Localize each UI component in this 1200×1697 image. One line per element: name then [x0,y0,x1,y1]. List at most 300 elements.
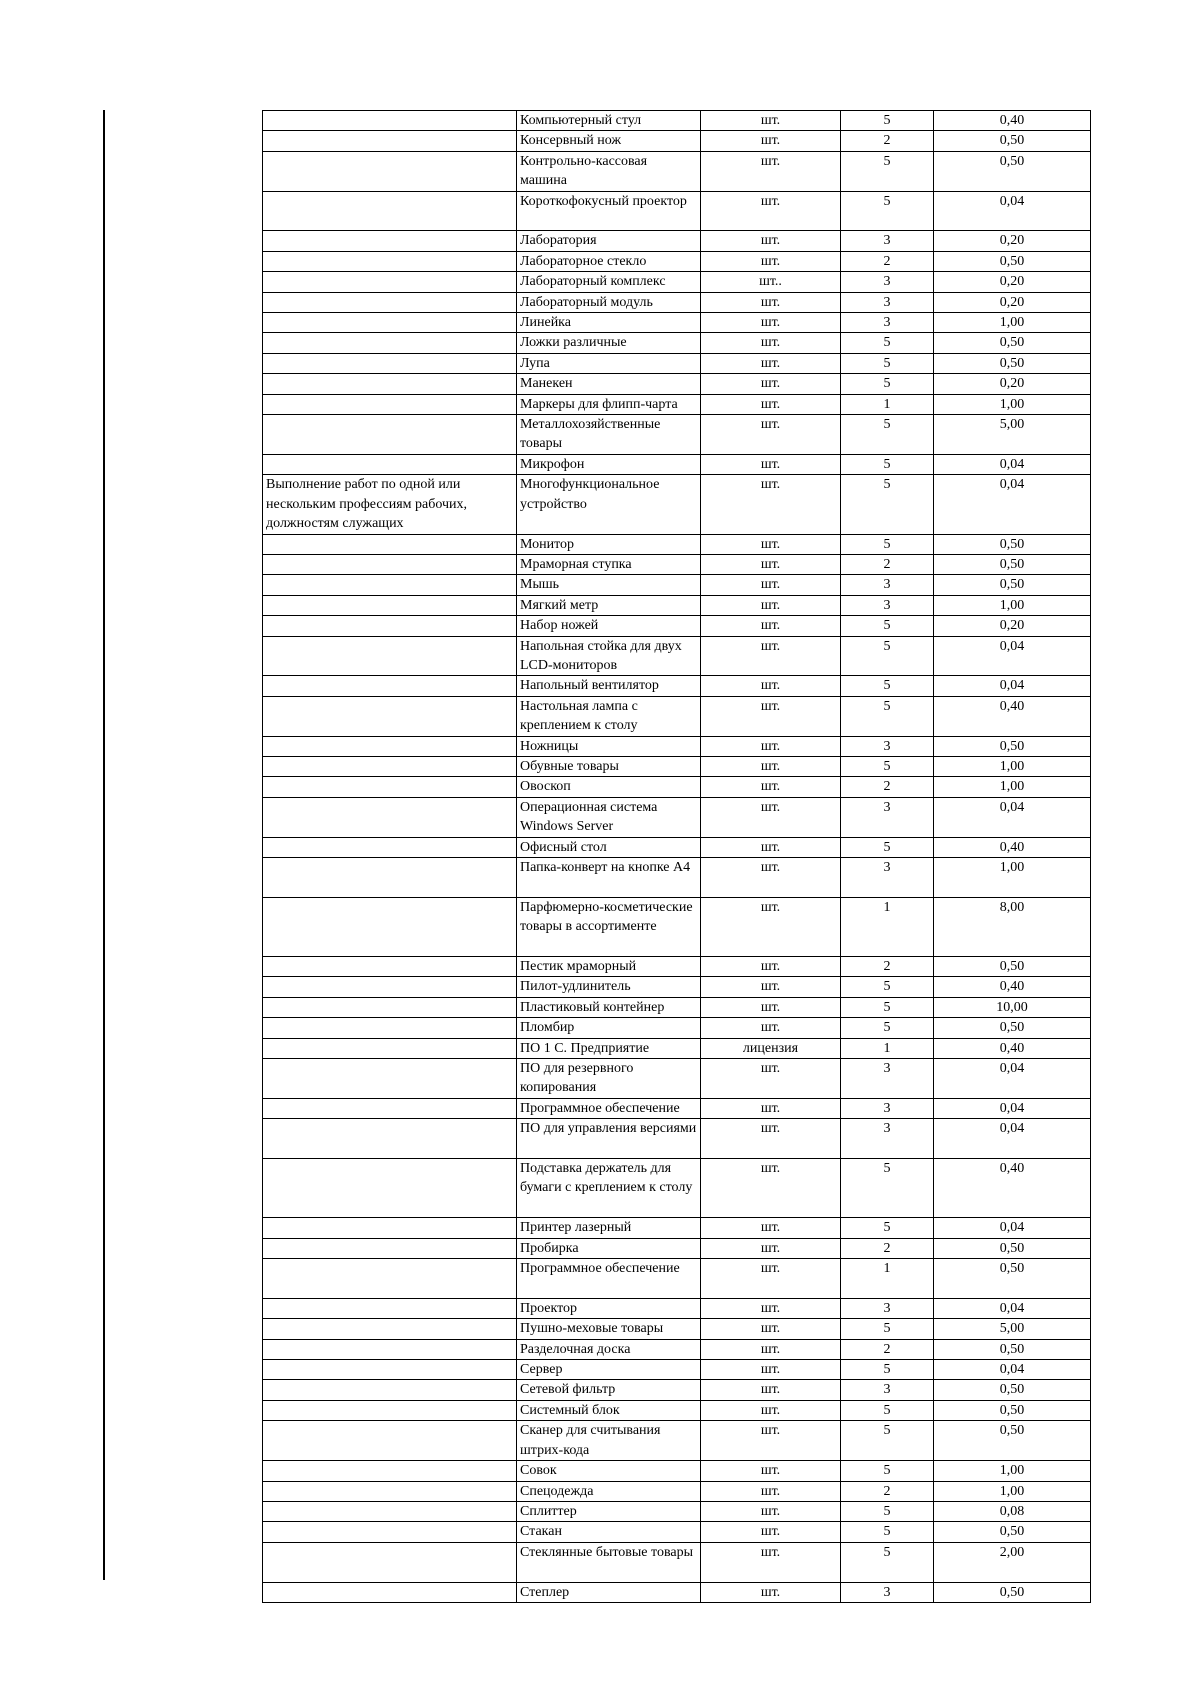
item-name-cell: Металлохозяйственные товары [517,415,701,455]
item-name-cell: Напольная стойка для двух LCD-мониторов [517,636,701,676]
item-name-cell: Спецодежда [517,1481,701,1501]
activity-cell [263,1481,517,1501]
activity-cell [263,1582,517,1602]
item-name-cell: Пробирка [517,1238,701,1258]
unit-cell: шт. [701,1400,841,1420]
item-name-cell: Степлер [517,1582,701,1602]
table-row [263,1059,1091,1099]
norm-cell: 1,00 [934,595,1091,615]
item-name-cell: Пушно-меховые товары [517,1319,701,1339]
norm-cell: 0,20 [934,292,1091,312]
quantity-cell: 5 [841,415,934,455]
activity-cell [263,1059,517,1099]
table-row [263,1582,1091,1602]
table-row [263,858,1091,898]
unit-cell: шт. [701,554,841,574]
quantity-cell: 5 [841,1461,934,1481]
item-name-cell: Сканер для считывания штрих-кода [517,1421,701,1461]
norm-cell: 0,04 [934,1098,1091,1118]
table-row [263,1218,1091,1238]
unit-cell: шт. [701,837,841,857]
table-row [263,1421,1091,1461]
table-row [263,374,1091,394]
unit-cell: лицензия [701,1038,841,1058]
quantity-cell: 2 [841,1481,934,1501]
activity-cell [263,1319,517,1339]
norm-cell: 0,50 [934,131,1091,151]
unit-cell: шт. [701,1339,841,1359]
unit-cell: шт. [701,313,841,333]
norm-cell: 1,00 [934,858,1091,898]
activity-cell [263,696,517,736]
table-row [263,897,1091,956]
item-name-cell: Парфюмерно-косметические товары в ассортименте [517,897,701,956]
quantity-cell: 1 [841,1038,934,1058]
unit-cell: шт. [701,575,841,595]
norm-cell: 0,40 [934,837,1091,857]
quantity-cell: 5 [841,1400,934,1420]
table-row [263,353,1091,373]
quantity-cell: 5 [841,676,934,696]
norm-cell: 0,04 [934,676,1091,696]
norm-cell: 0,50 [934,151,1091,191]
activity-cell [263,251,517,271]
quantity-cell: 2 [841,777,934,797]
activity-cell [263,292,517,312]
table-row [263,1339,1091,1359]
norm-cell: 0,50 [934,957,1091,977]
norm-cell: 0,04 [934,797,1091,837]
item-name-cell: Маркеры для флипп-чарта [517,394,701,414]
norm-cell: 0,50 [934,1400,1091,1420]
norm-cell: 0,04 [934,454,1091,474]
quantity-cell: 3 [841,1059,934,1099]
activity-cell [263,595,517,615]
table-row [263,554,1091,574]
quantity-cell: 3 [841,1380,934,1400]
activity-cell [263,131,517,151]
table-row [263,756,1091,776]
quantity-cell: 2 [841,251,934,271]
norm-cell: 0,50 [934,1018,1091,1038]
item-name-cell: ПО 1 С. Предприятие [517,1038,701,1058]
quantity-cell: 5 [841,696,934,736]
activity-cell [263,1018,517,1038]
norm-cell: 0,50 [934,575,1091,595]
activity-cell [263,957,517,977]
quantity-cell: 5 [841,997,934,1017]
table-row [263,1380,1091,1400]
activity-cell [263,736,517,756]
norm-cell: 0,04 [934,475,1091,534]
table-row [263,151,1091,191]
activity-cell [263,575,517,595]
norm-cell: 0,04 [934,1360,1091,1380]
quantity-cell: 2 [841,131,934,151]
norm-cell: 0,40 [934,696,1091,736]
unit-cell: шт. [701,251,841,271]
table-row [263,1038,1091,1058]
item-name-cell: Ложки различные [517,333,701,353]
quantity-cell: 5 [841,151,934,191]
table-row [263,1319,1091,1339]
item-name-cell: Мраморная ступка [517,554,701,574]
quantity-cell: 5 [841,1421,934,1461]
activity-cell [263,415,517,455]
table-row [263,797,1091,837]
quantity-cell: 3 [841,797,934,837]
unit-cell: шт. [701,977,841,997]
item-name-cell: Мягкий метр [517,595,701,615]
table-row [263,957,1091,977]
table-row [263,333,1091,353]
unit-cell: шт. [701,415,841,455]
activity-cell [263,1360,517,1380]
table-row [263,1542,1091,1582]
item-name-cell: ПО для управления версиями [517,1119,701,1159]
item-name-cell: Стакан [517,1522,701,1542]
activity-cell [263,191,517,231]
activity-cell [263,374,517,394]
norm-cell: 0,50 [934,1380,1091,1400]
item-name-cell: Пестик мраморный [517,957,701,977]
table-row [263,696,1091,736]
unit-cell: шт. [701,616,841,636]
activity-cell [263,1259,517,1299]
unit-cell: шт. [701,1159,841,1218]
quantity-cell: 3 [841,575,934,595]
quantity-cell: 5 [841,616,934,636]
activity-cell [263,1218,517,1238]
activity-cell [263,1098,517,1118]
unit-cell: шт. [701,1461,841,1481]
activity-cell: Выполнение работ по одной или нескольким профессиям рабочих, должностям служащих [263,475,517,534]
table-row [263,676,1091,696]
table-row [263,1501,1091,1521]
table-row [263,777,1091,797]
activity-cell [263,111,517,131]
quantity-cell: 5 [841,1319,934,1339]
activity-cell [263,797,517,837]
quantity-cell: 3 [841,1298,934,1318]
table-row [263,1522,1091,1542]
item-name-cell: Лаборатория [517,231,701,251]
item-name-cell: Принтер лазерный [517,1218,701,1238]
quantity-cell: 5 [841,977,934,997]
table-row [263,534,1091,554]
quantity-cell: 5 [841,1501,934,1521]
item-name-cell: Контрольно-кассовая машина [517,151,701,191]
activity-cell [263,1501,517,1521]
item-name-cell: Напольный вентилятор [517,676,701,696]
quantity-cell: 2 [841,1238,934,1258]
table-row [263,231,1091,251]
quantity-cell: 5 [841,374,934,394]
item-name-cell: Консервный нож [517,131,701,151]
item-name-cell: Набор ножей [517,616,701,636]
norm-cell: 0,04 [934,1119,1091,1159]
norm-cell: 1,00 [934,313,1091,333]
table-row [263,1400,1091,1420]
unit-cell: шт. [701,534,841,554]
item-name-cell: Сплиттер [517,1501,701,1521]
activity-cell [263,1380,517,1400]
unit-cell: шт. [701,777,841,797]
norm-cell: 0,40 [934,1038,1091,1058]
unit-cell: шт. [701,957,841,977]
unit-cell: шт. [701,231,841,251]
table-row [263,313,1091,333]
activity-cell [263,151,517,191]
table-row [263,736,1091,756]
item-name-cell: Мышь [517,575,701,595]
table-row [263,1119,1091,1159]
activity-cell [263,777,517,797]
item-name-cell: Овоскоп [517,777,701,797]
activity-cell [263,554,517,574]
quantity-cell: 2 [841,957,934,977]
table-row [263,616,1091,636]
table-row [263,1159,1091,1218]
norm-cell: 0,50 [934,333,1091,353]
unit-cell: шт. [701,353,841,373]
item-name-cell: Системный блок [517,1400,701,1420]
activity-cell [263,997,517,1017]
quantity-cell: 5 [841,191,934,231]
quantity-cell: 5 [841,1360,934,1380]
unit-cell: шт. [701,797,841,837]
norm-cell: 0,04 [934,191,1091,231]
quantity-cell: 5 [841,1018,934,1038]
item-name-cell: Лабораторное стекло [517,251,701,271]
item-name-cell: Многофункциональное устройство [517,475,701,534]
item-name-cell: Пилот-удлинитель [517,977,701,997]
quantity-cell: 5 [841,1159,934,1218]
quantity-cell: 1 [841,1259,934,1299]
norm-cell: 0,50 [934,1421,1091,1461]
norm-cell: 0,50 [934,353,1091,373]
activity-cell [263,313,517,333]
item-name-cell: Ножницы [517,736,701,756]
equipment-table-body [263,111,1091,1603]
unit-cell: шт. [701,191,841,231]
quantity-cell: 3 [841,292,934,312]
norm-cell: 8,00 [934,897,1091,956]
unit-cell: шт. [701,595,841,615]
item-name-cell: Сетевой фильтр [517,1380,701,1400]
unit-cell: шт. [701,1319,841,1339]
quantity-cell: 2 [841,1339,934,1359]
unit-cell: шт. [701,475,841,534]
norm-cell: 0,04 [934,636,1091,676]
norm-cell: 1,00 [934,394,1091,414]
quantity-cell: 3 [841,272,934,292]
norm-cell: 0,50 [934,1522,1091,1542]
activity-cell [263,1159,517,1218]
quantity-cell: 5 [841,333,934,353]
activity-cell [263,897,517,956]
quantity-cell: 3 [841,1582,934,1602]
unit-cell: шт. [701,374,841,394]
unit-cell: шт. [701,897,841,956]
unit-cell: шт. [701,333,841,353]
table-row [263,997,1091,1017]
quantity-cell: 5 [841,454,934,474]
item-name-cell: Монитор [517,534,701,554]
quantity-cell: 3 [841,1098,934,1118]
quantity-cell: 1 [841,897,934,956]
activity-cell [263,616,517,636]
unit-cell: шт. [701,676,841,696]
norm-cell: 0,50 [934,554,1091,574]
unit-cell: шт. [701,292,841,312]
unit-cell: шт. [701,1059,841,1099]
activity-cell [263,1038,517,1058]
norm-cell: 0,20 [934,616,1091,636]
quantity-cell: 5 [841,111,934,131]
unit-cell: шт.. [701,272,841,292]
norm-cell: 1,00 [934,1461,1091,1481]
quantity-cell: 5 [841,756,934,776]
unit-cell: шт. [701,1380,841,1400]
activity-cell [263,977,517,997]
quantity-cell: 5 [841,353,934,373]
item-name-cell: Операционная система Windows Server [517,797,701,837]
item-name-cell: Настольная лампа с креплением к столу [517,696,701,736]
table-row [263,191,1091,231]
norm-cell: 0,50 [934,1582,1091,1602]
norm-cell: 1,00 [934,1481,1091,1501]
quantity-cell: 5 [841,636,934,676]
activity-cell [263,837,517,857]
item-name-cell: Программное обеспечение [517,1098,701,1118]
activity-cell [263,1119,517,1159]
unit-cell: шт. [701,997,841,1017]
item-name-cell: Офисный стол [517,837,701,857]
norm-cell: 5,00 [934,1319,1091,1339]
item-name-cell: Обувные товары [517,756,701,776]
norm-cell: 0,04 [934,1218,1091,1238]
norm-cell: 0,20 [934,272,1091,292]
norm-cell: 0,04 [934,1059,1091,1099]
activity-cell [263,333,517,353]
unit-cell: шт. [701,636,841,676]
item-name-cell: Компьютерный стул [517,111,701,131]
unit-cell: шт. [701,1542,841,1582]
unit-cell: шт. [701,1360,841,1380]
table-row [263,394,1091,414]
norm-cell: 0,40 [934,977,1091,997]
quantity-cell: 5 [841,1522,934,1542]
table-row [263,1461,1091,1481]
unit-cell: шт. [701,736,841,756]
item-name-cell: Программное обеспечение [517,1259,701,1299]
quantity-cell: 3 [841,313,934,333]
unit-cell: шт. [701,394,841,414]
table-row [263,595,1091,615]
item-name-cell: Подставка держатель для бумаги с креплением к столу [517,1159,701,1218]
item-name-cell: Совок [517,1461,701,1481]
quantity-cell: 1 [841,394,934,414]
unit-cell: шт. [701,1582,841,1602]
unit-cell: шт. [701,1018,841,1038]
unit-cell: шт. [701,1421,841,1461]
norm-cell: 0,50 [934,1339,1091,1359]
norm-cell: 0,50 [934,534,1091,554]
quantity-cell: 5 [841,837,934,857]
activity-cell [263,272,517,292]
activity-cell [263,1298,517,1318]
activity-cell [263,858,517,898]
activity-cell [263,1339,517,1359]
norm-cell: 5,00 [934,415,1091,455]
item-name-cell: ПО для резервного копирования [517,1059,701,1099]
unit-cell: шт. [701,1098,841,1118]
activity-cell [263,756,517,776]
item-name-cell: Лабораторный комплекс [517,272,701,292]
quantity-cell: 5 [841,475,934,534]
norm-cell: 0,50 [934,1238,1091,1258]
table-row [263,1360,1091,1380]
table-row [263,251,1091,271]
table-row [263,475,1091,534]
activity-cell [263,1400,517,1420]
quantity-cell: 5 [841,1218,934,1238]
quantity-cell: 3 [841,231,934,251]
activity-cell [263,454,517,474]
table-row [263,454,1091,474]
norm-cell: 0,20 [934,231,1091,251]
item-name-cell: Разделочная доска [517,1339,701,1359]
norm-cell: 10,00 [934,997,1091,1017]
norm-cell: 0,40 [934,1159,1091,1218]
unit-cell: шт. [701,111,841,131]
unit-cell: шт. [701,1218,841,1238]
table-row [263,1298,1091,1318]
norm-cell: 1,00 [934,777,1091,797]
table-row [263,415,1091,455]
table-row [263,1481,1091,1501]
unit-cell: шт. [701,1522,841,1542]
norm-cell: 2,00 [934,1542,1091,1582]
quantity-cell: 3 [841,858,934,898]
norm-cell: 0,04 [934,1298,1091,1318]
item-name-cell: Пластиковый контейнер [517,997,701,1017]
activity-cell [263,676,517,696]
table-row [263,837,1091,857]
unit-cell: шт. [701,756,841,776]
table-row [263,292,1091,312]
table-row [263,1098,1091,1118]
table-row [263,131,1091,151]
unit-cell: шт. [701,1259,841,1299]
norm-cell: 0,20 [934,374,1091,394]
activity-cell [263,394,517,414]
unit-cell: шт. [701,1119,841,1159]
activity-cell [263,1542,517,1582]
norm-cell: 0,50 [934,1259,1091,1299]
quantity-cell: 3 [841,1119,934,1159]
norm-cell: 0,50 [934,736,1091,756]
item-name-cell: Пломбир [517,1018,701,1038]
unit-cell: шт. [701,1481,841,1501]
norm-cell: 1,00 [934,756,1091,776]
activity-cell [263,231,517,251]
activity-cell [263,1461,517,1481]
activity-cell [263,534,517,554]
activity-cell [263,1238,517,1258]
item-name-cell: Короткофокусный проектор [517,191,701,231]
